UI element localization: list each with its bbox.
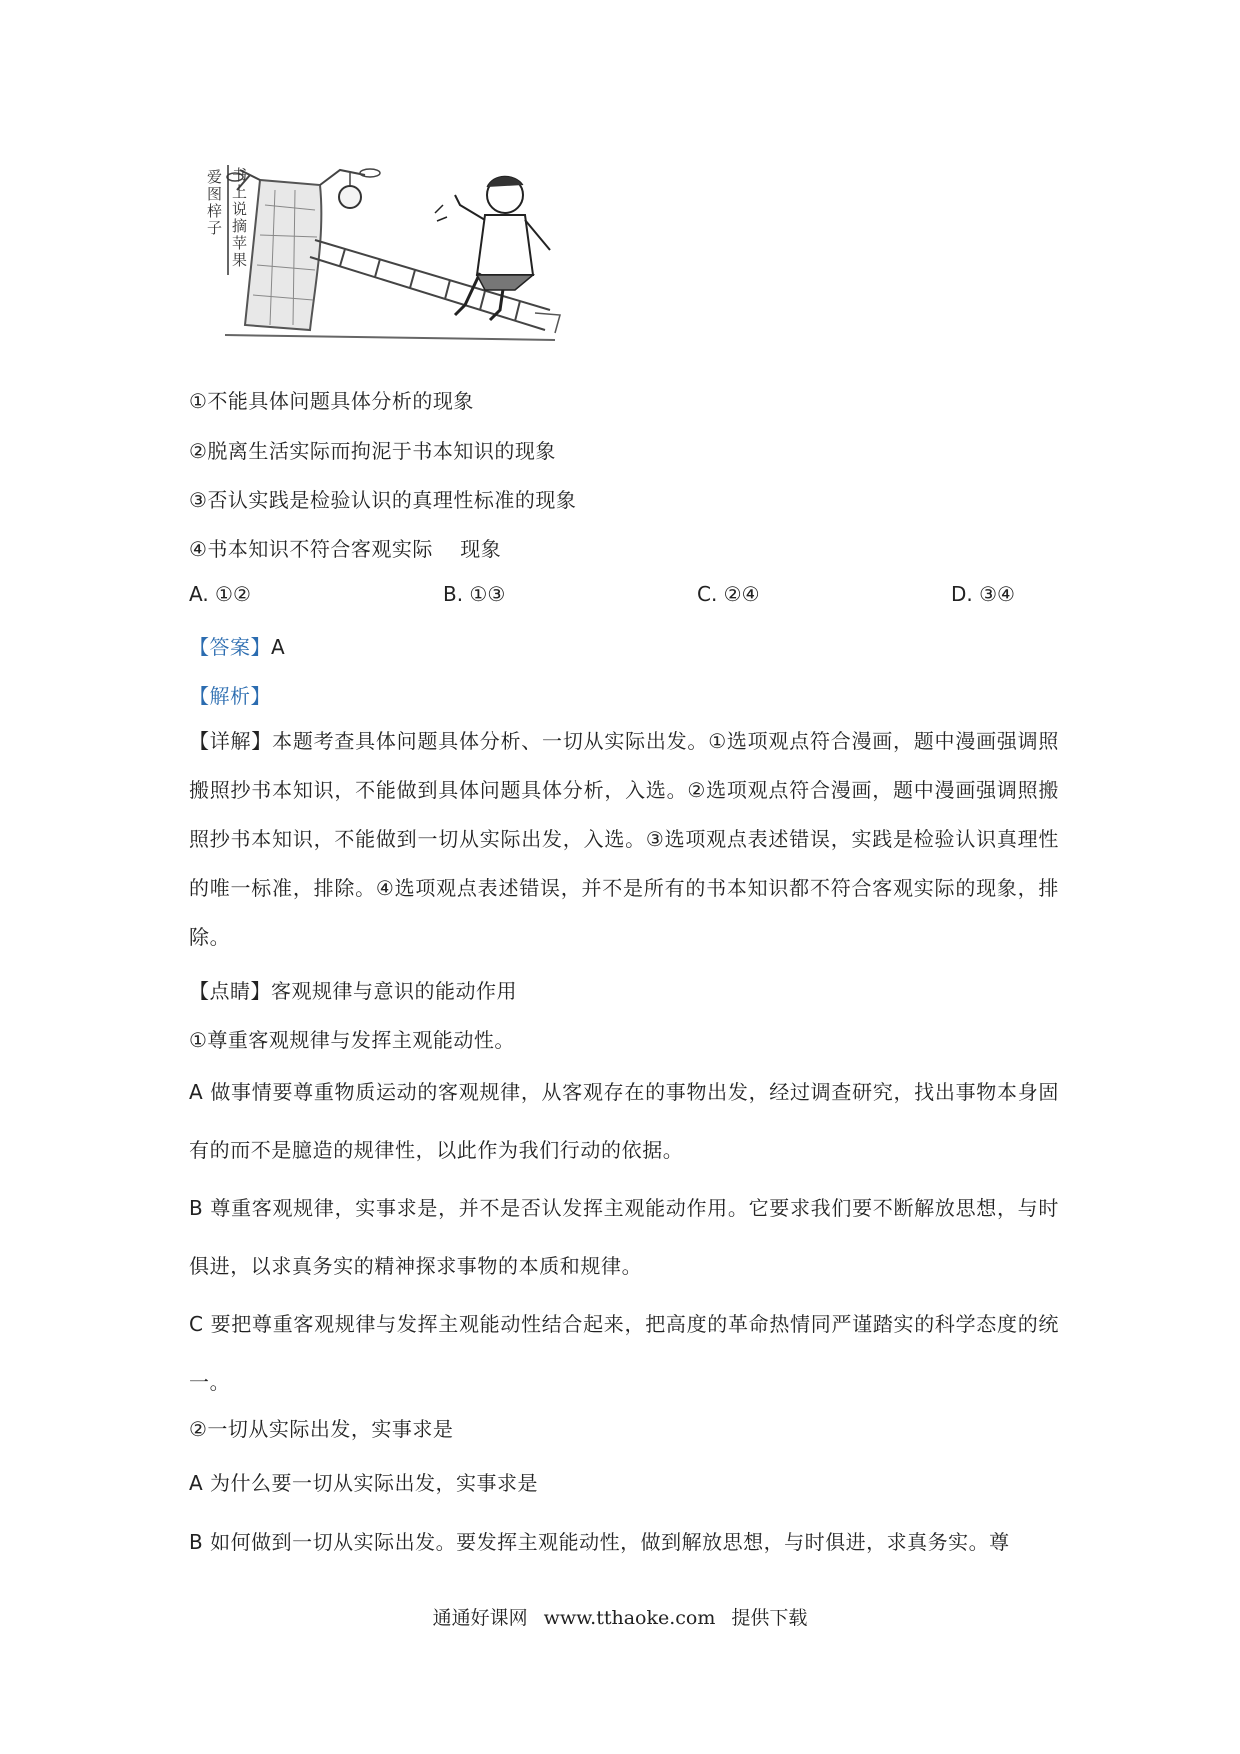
cartoon-illustration bbox=[207, 165, 615, 350]
analysis-label: 【解析】 bbox=[189, 684, 271, 708]
answer-value: A bbox=[271, 635, 286, 659]
cartoon-author: 爱图梓子 bbox=[207, 168, 223, 237]
section2-a: A 为什么要一切从实际出发，实事求是 bbox=[189, 1471, 539, 1495]
statement-1: ①不能具体问题具体分析的现象 bbox=[189, 389, 474, 413]
point-line bbox=[189, 975, 517, 1004]
option-d: D. ③④ bbox=[951, 582, 1015, 606]
section1-c: C 要把尊重客观规律与发挥主观能动性结合起来，把高度的革命热情同严谨踏实的科学态度的统一。 bbox=[189, 1312, 1059, 1394]
point-text: 客观规律与意识的能动作用 bbox=[271, 979, 517, 1003]
detail-label: 【详解】 bbox=[189, 729, 273, 753]
option-c: C. ②④ bbox=[697, 582, 760, 606]
cartoon-drawing bbox=[215, 165, 615, 350]
caption-dash-line bbox=[227, 165, 229, 275]
statement-3: ③否认实践是检验认识的真理性标准的现象 bbox=[189, 488, 577, 512]
answer-label: 【答案】 bbox=[189, 635, 271, 659]
option-a: A. ①② bbox=[189, 582, 251, 606]
detail-paragraph bbox=[189, 717, 1059, 962]
footer-site-name: 通通好课网 bbox=[432, 1607, 528, 1629]
footer-url[interactable]: www.tthaoke.com bbox=[543, 1607, 716, 1629]
section1-title: ①尊重客观规律与发挥主观能动性。 bbox=[189, 1028, 515, 1052]
option-b: B. ①③ bbox=[443, 582, 506, 606]
section1-a: A 做事情要尊重物质运动的客观规律，从客观存在的事物出发，经过调查研究，找出事物本身固有的而不是臆造的规律性，以此作为我们行动的依据。 bbox=[189, 1080, 1059, 1162]
section2-b: B 如何做到一切从实际出发。要发挥主观能动性，做到解放思想，与时俱进，求真务实。尊 bbox=[189, 1530, 1010, 1554]
footer-suffix: 提供下载 bbox=[731, 1607, 808, 1629]
page-footer bbox=[0, 1603, 1240, 1630]
point-label: 【点睛】 bbox=[189, 979, 271, 1003]
statement-4: ④书本知识不符合客观实际 现象 bbox=[189, 537, 502, 561]
cartoon-caption: 书上说摘苹果 bbox=[232, 166, 248, 269]
section2-title: ②一切从实际出发，实事求是 bbox=[189, 1417, 454, 1441]
answer-line bbox=[189, 631, 285, 660]
statement-2: ②脱离生活实际而拘泥于书本知识的现象 bbox=[189, 439, 556, 463]
section1-b: B 尊重客观规律，实事求是，并不是否认发挥主观能动作用。它要求我们要不断解放思想，与时俱进，以求真务实的精神探求事物的本质和规律。 bbox=[189, 1196, 1059, 1278]
detail-text: 本题考查具体问题具体分析、一切从实际出发。①选项观点符合漫画，题中漫画强调照搬照抄书本知识，不能做到具体问题具体分析，入选。②选项观点符合漫画，题中漫画强调照搬照抄书本知识，不能做到一切从实际出发，入选。③选项观点表述错误，实践是检验认识真理性的唯一标准，排除。④选项观点表述错误，并不是所有的书本知识都不符合客观实际的现象，排除。 bbox=[189, 729, 1059, 949]
